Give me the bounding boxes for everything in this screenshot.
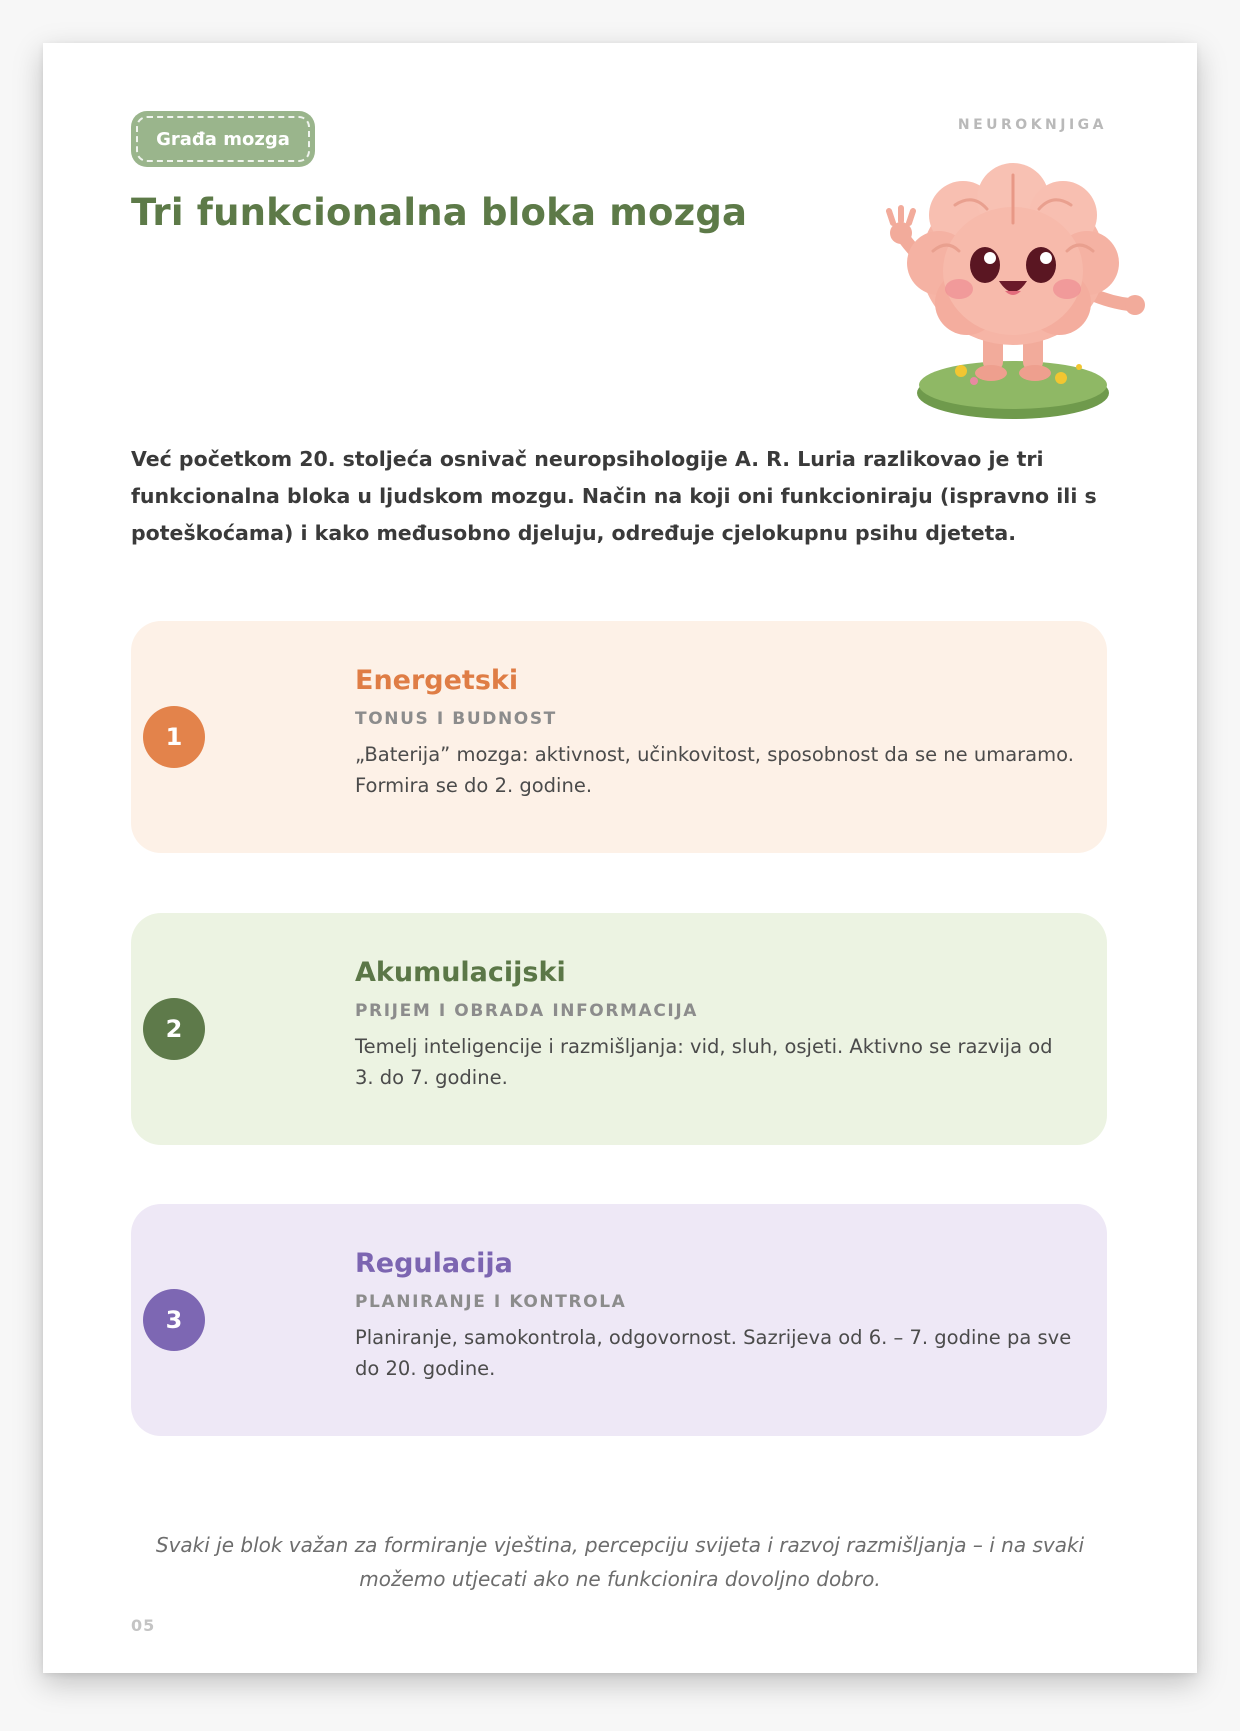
block-content <box>355 955 1075 1093</box>
block-title: Akumulacijski <box>355 957 566 988</box>
block-number-badge: 2 <box>143 998 205 1060</box>
block-title: Regulacija <box>355 1248 513 1279</box>
block-number-badge: 3 <box>143 1289 205 1351</box>
topic-tag-label: Građa mozga <box>136 116 310 162</box>
intro-paragraph: Već početkom 20. stoljeća osnivač neuropsihologije A. R. Luria razlikovao je tri funkcionalna bloka u ljudskom mozgu. Način na koji oni funkcioniraju (ispravno ili s poteškoćama) i kako međusobno djeluju, određuje cjelokupnu psihu djeteta. <box>131 447 1097 545</box>
closing-note: Svaki je blok važan za formiranje vještina, percepciju svijeta i razvoj razmišljanja – i na svaki možemo utjecati ako ne funkcionira dovoljno dobro. <box>155 1533 1085 1591</box>
block-description: „Baterija” mozga: aktivnost, učinkovitost, sposobnost da se ne umaramo. Formira se do 2. godine. <box>355 743 1074 797</box>
block-subtitle: TONUS I BUDNOST <box>355 709 557 729</box>
brand-name: NEUROKNJIGA <box>957 117 1107 133</box>
block-card-regulacija <box>131 1204 1107 1436</box>
block-content <box>355 663 1075 801</box>
block-card-energetski <box>131 621 1107 853</box>
block-title: Energetski <box>355 665 519 696</box>
page-number: 05 <box>131 1616 156 1635</box>
block-content <box>355 1246 1075 1384</box>
block-description: Temelj inteligencije i razmišljanja: vid, sluh, osjeti. Aktivno se razvija od 3. do 7. godine. <box>355 1035 1053 1089</box>
brain-mascot-icon <box>863 153 1153 443</box>
block-description: Planiranje, samokontrola, odgovornost. Sazrijeva od 6. – 7. godine pa sve do 20. godine. <box>355 1326 1072 1380</box>
document-page <box>43 43 1197 1673</box>
topic-tag <box>131 111 315 167</box>
block-subtitle: PRIJEM I OBRADA INFORMACIJA <box>355 1001 698 1021</box>
page-title: Tri funkcionalna bloka mozga <box>131 191 748 234</box>
block-card-akumulacijski <box>131 913 1107 1145</box>
block-subtitle: PLANIRANJE I KONTROLA <box>355 1292 627 1312</box>
block-number-badge: 1 <box>143 706 205 768</box>
